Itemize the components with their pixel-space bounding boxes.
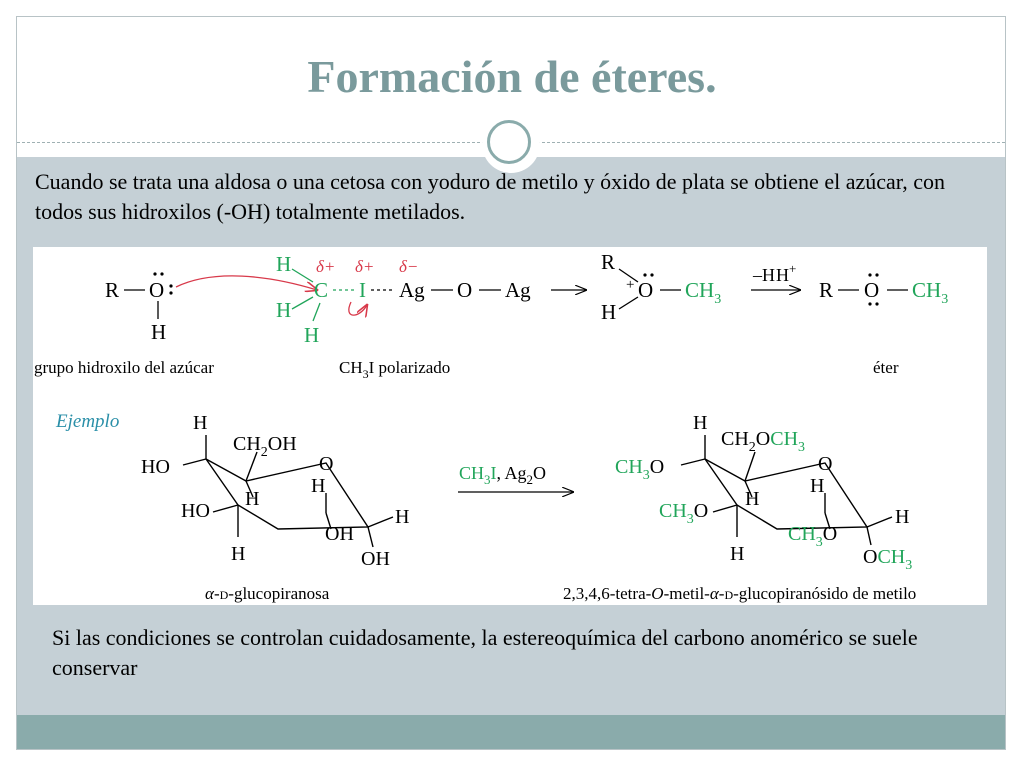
svg-text:O: O (818, 453, 833, 475)
svg-text:H: H (810, 475, 825, 497)
hydroxyl-oxygen: O (149, 278, 165, 302)
label-ether: éter (873, 358, 899, 377)
r-group: R (105, 278, 120, 302)
svg-text:HO: HO (181, 500, 210, 522)
svg-text:δ−: δ− (399, 257, 419, 276)
svg-text:O: O (319, 453, 334, 475)
svg-text:CH2OH: $CH_2OH$ (233, 433, 297, 460)
svg-text:H: H (730, 543, 745, 565)
svg-text:O: O (864, 278, 880, 302)
svg-text:CH3: $CH_3$ (912, 278, 949, 307)
svg-text:–HH+: –HH+ (753, 261, 797, 285)
svg-text:H: H (231, 543, 246, 565)
svg-text:H: H (693, 412, 708, 434)
svg-text:H: H (395, 506, 410, 528)
svg-text:δ+: δ+ (316, 257, 336, 276)
svg-text:CH3O: $CH_3O$ (788, 523, 838, 550)
svg-text:CH3I, Ag2O: $CH_3I$, $Ag_2O$ (459, 463, 547, 487)
svg-text:Ag: Ag (399, 278, 425, 302)
closing-paragraph: Si las condiciones se controlan cuidadosamente, la estereoquímica del carbono anomérico se suele conservar (52, 625, 918, 680)
ornament-ring-icon (487, 120, 531, 164)
svg-text:Ag: Ag (505, 278, 531, 302)
example-row (55, 411, 916, 603)
partial-charges (316, 257, 418, 276)
intro-paragraph: Cuando se trata una aldosa o una cetosa con yoduro de metilo y óxido de plata se obtiene el azúcar, con todos sus hidroxilos (-OH) totalmente metilados. (35, 169, 945, 224)
svg-text:H: H (193, 412, 208, 434)
product-ring-bonds (681, 435, 892, 545)
svg-text:R: R (601, 250, 616, 274)
example-heading: Ejemplo (56, 411, 120, 432)
reaction-figure (33, 247, 987, 605)
reaction-diagram (33, 247, 987, 605)
mechanism-row (34, 250, 948, 381)
svg-text:CH3: $CH_3$ (685, 278, 722, 307)
mechanism-labels (34, 358, 899, 381)
slide-title: Formación de éteres. (307, 51, 717, 102)
svg-text:δ+: δ+ (355, 257, 375, 276)
svg-text:CH3O: $CH_3O$ (659, 500, 709, 527)
svg-text:OH: OH (361, 548, 390, 570)
example-captions (205, 584, 916, 603)
nucleophile-arrow (176, 276, 317, 290)
svg-text:O: O (457, 278, 473, 302)
svg-text:OCH3: $OCH_3$ (863, 546, 913, 573)
svg-text:H: H (276, 252, 292, 276)
svg-text:H: H (304, 323, 320, 347)
svg-text:C: C (314, 278, 329, 302)
svg-text:H: H (276, 298, 292, 322)
svg-text:+: + (626, 277, 635, 293)
svg-text:HO: HO (141, 456, 170, 478)
svg-text:I: I (359, 278, 366, 302)
svg-text:H: H (601, 300, 617, 324)
leaving-arrow (349, 302, 367, 315)
svg-text:R: R (819, 278, 834, 302)
label-ch3i: $CH_3I$ polarizado (339, 358, 451, 381)
label-hydroxyl: grupo hidroxilo del azúcar (34, 358, 214, 377)
svg-text:H: H (245, 488, 260, 510)
svg-text:O: O (638, 278, 654, 302)
svg-text:CH3O: $CH_3O$ (615, 456, 665, 483)
caption-glucopyranose: α-D-glucopiranosa (205, 584, 330, 603)
footer-bar (17, 715, 1005, 749)
svg-text:OH: OH (325, 523, 354, 545)
caption-product: 2,3,4,6-tetra-O-metil-α-D-glucopiranósido de metilo (563, 584, 917, 603)
svg-text:H: H (745, 488, 760, 510)
svg-text:H: H (311, 475, 326, 497)
svg-text:H: H (895, 506, 910, 528)
hydroxyl-hydrogen: H (151, 320, 167, 344)
svg-text:CH2OCH3: $CH_2OCH_3$ (721, 428, 806, 455)
